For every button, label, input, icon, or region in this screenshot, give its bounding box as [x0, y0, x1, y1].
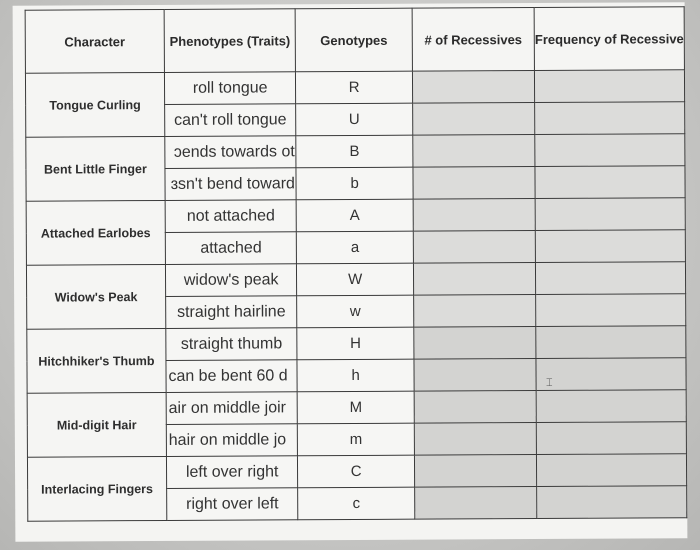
header-row [25, 7, 684, 73]
frequency-input-cell[interactable] [536, 390, 686, 423]
phenotype-cell: roll tongue [164, 72, 296, 105]
recessives-input-cell[interactable] [414, 455, 536, 488]
character-cell: Mid-digit Hair [27, 392, 166, 457]
phenotype-cell: hair on middle jo [166, 424, 298, 457]
frequency-input-cell[interactable] [536, 262, 686, 295]
recessives-input-cell[interactable] [414, 327, 536, 360]
frequency-input-cell[interactable] [535, 198, 685, 231]
character-cell: Tongue Curling [25, 72, 164, 137]
genotype-cell: U [296, 103, 413, 136]
phenotype-cell: widow's peak [165, 264, 297, 297]
handwritten-mark: ⌶ [546, 376, 553, 389]
phenotype-cell: straight hairline [166, 296, 298, 329]
header-frequency: Frequency of Recessive [534, 7, 684, 71]
frequency-input-cell[interactable] [536, 294, 686, 327]
recessives-input-cell[interactable] [414, 487, 536, 520]
recessives-input-cell[interactable] [413, 263, 535, 296]
phenotype-cell: can't roll tongue [164, 104, 296, 137]
recessives-input-cell[interactable] [412, 71, 534, 104]
header-phenotypes: Phenotypes (Traits) [164, 9, 296, 73]
genotype-cell: A [297, 199, 414, 232]
frequency-input-cell[interactable] [536, 358, 686, 391]
genetics-table [25, 6, 688, 521]
frequency-input-cell[interactable] [536, 422, 686, 455]
recessives-input-cell[interactable] [414, 359, 536, 392]
frequency-input-cell[interactable] [537, 486, 687, 519]
table-row [27, 326, 686, 361]
table-row [26, 134, 685, 169]
recessives-input-cell[interactable] [413, 231, 535, 264]
phenotype-cell: can be bent 60 d [166, 360, 298, 393]
frequency-input-cell[interactable] [535, 230, 685, 263]
character-cell: Bent Little Finger [26, 136, 165, 201]
frequency-input-cell[interactable] [537, 454, 687, 487]
frequency-input-cell[interactable] [535, 70, 685, 103]
phenotype-cell: right over left [167, 488, 299, 521]
phenotype-cell: ɔends towards ot [165, 136, 297, 169]
genotype-cell: h [297, 359, 414, 392]
table-row [26, 262, 685, 297]
genotype-cell: w [297, 295, 414, 328]
phenotype-cell: not attached [165, 200, 297, 233]
recessives-input-cell[interactable] [413, 199, 535, 232]
table-row [25, 70, 684, 105]
phenotype-cell: air on middle joir [166, 392, 298, 425]
recessives-input-cell[interactable] [412, 103, 534, 136]
character-cell: Attached Earlobes [26, 200, 165, 265]
header-genotypes: Genotypes [296, 8, 413, 72]
recessives-input-cell[interactable] [413, 295, 535, 328]
genotype-cell: m [298, 423, 415, 456]
phenotype-cell: ɜsn't bend toward [165, 168, 297, 201]
worksheet-paper [13, 2, 688, 542]
frequency-input-cell[interactable] [535, 102, 685, 135]
character-cell: Hitchhiker's Thumb [27, 328, 166, 393]
character-cell: Interlacing Fingers [27, 456, 166, 521]
genotype-cell: W [297, 263, 414, 296]
table-row [26, 198, 685, 233]
recessives-input-cell[interactable] [413, 135, 535, 168]
header-recessives: # of Recessives [412, 8, 535, 72]
phenotype-cell: attached [165, 232, 297, 265]
genotype-cell: a [297, 231, 414, 264]
phenotype-cell: left over right [166, 456, 298, 489]
genotype-cell: H [297, 327, 414, 360]
table-row [27, 390, 686, 425]
recessives-input-cell[interactable] [414, 423, 536, 456]
genotype-cell: b [296, 167, 413, 200]
genotype-cell: c [298, 487, 415, 520]
genotype-cell: B [296, 135, 413, 168]
frequency-input-cell[interactable] [535, 134, 685, 167]
character-cell: Widow's Peak [26, 264, 165, 329]
recessives-input-cell[interactable] [413, 167, 535, 200]
frequency-input-cell[interactable] [535, 166, 685, 199]
frequency-input-cell[interactable] [536, 326, 686, 359]
genotype-cell: C [298, 455, 415, 488]
recessives-input-cell[interactable] [414, 391, 536, 424]
header-character: Character [25, 9, 164, 73]
genotype-cell: R [296, 71, 413, 104]
phenotype-cell: straight thumb [166, 328, 298, 361]
genotype-cell: M [298, 391, 415, 424]
table-row [27, 454, 686, 489]
